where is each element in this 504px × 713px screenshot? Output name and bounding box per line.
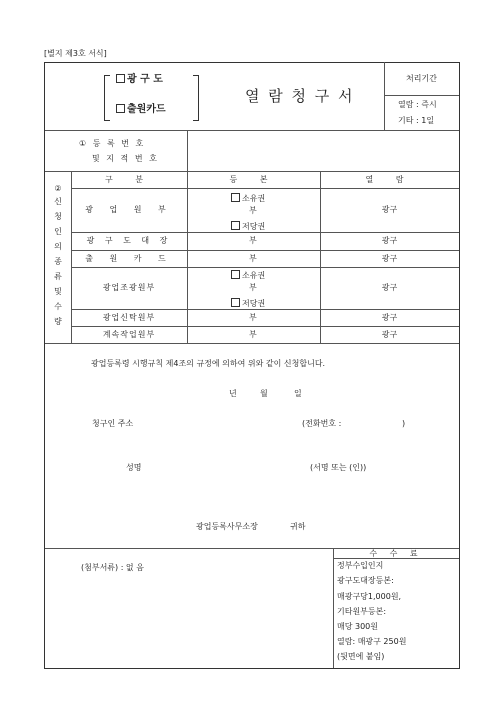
row-name-mining-lease-register: 광업조광원부 xyxy=(102,283,156,292)
copy-option-mortgage[interactable]: 저당권 xyxy=(231,298,265,308)
fee-line: 매광구당1,000원, xyxy=(337,592,402,601)
form-label: [별지 제3호 서식] xyxy=(44,49,107,58)
fee-line: 열람: 매광구 250원 xyxy=(337,637,407,646)
side-label-char: 종 xyxy=(54,257,62,266)
view-unit: 광구 xyxy=(381,236,398,245)
fee-line: 기타원부등본: xyxy=(337,607,387,616)
row-name-mining-trust-register: 광업신탁원부 xyxy=(102,313,156,322)
side-label-num: ② xyxy=(54,184,62,193)
fee-line: (뒷면에 붙임) xyxy=(337,652,385,661)
checkbox-icon[interactable] xyxy=(231,270,240,279)
registration-number-label: ① 등 록 번 호 xyxy=(79,139,146,148)
checkbox-icon[interactable] xyxy=(116,74,125,83)
checkbox-icon[interactable] xyxy=(116,104,125,113)
checkbox-icon[interactable] xyxy=(231,193,240,202)
copy-option-ownership[interactable]: 소유권 xyxy=(231,270,265,280)
view-unit: 광구 xyxy=(381,313,398,322)
phone-label: (전화번호 : xyxy=(302,419,342,428)
date-month-label: 월 xyxy=(260,389,268,398)
side-label-char: 청 xyxy=(54,212,62,221)
date-year-label: 년 xyxy=(229,389,237,398)
application-statement: 광업등록령 시행규칙 제4조의 규정에 의하여 위와 같이 신청합니다. xyxy=(91,359,326,368)
copy-count-unit: 부 xyxy=(249,254,257,263)
attachments-label: (첨부서류) : 없 음 xyxy=(81,563,144,572)
registration-number-field[interactable] xyxy=(188,131,458,170)
row-name-continued-work-register: 계속작업원부 xyxy=(102,330,156,339)
side-label-char: 인 xyxy=(54,227,62,236)
row-name-mining-register: 광 업 원 부 xyxy=(85,205,173,214)
fee-line: 매당 300원 xyxy=(337,622,378,631)
phone-close: ) xyxy=(402,419,406,428)
copy-count-unit: 부 xyxy=(249,206,257,215)
option-bracket-right xyxy=(193,75,199,121)
side-label-char: 량 xyxy=(54,317,62,326)
side-label-char: 및 xyxy=(54,287,62,296)
addressee-office: 광업등록사무소장 xyxy=(196,522,258,531)
copy-option-ownership[interactable]: 소유권 xyxy=(231,193,265,203)
fee-line: 광구도대장등본: xyxy=(337,576,394,585)
copy-count-unit: 부 xyxy=(249,313,257,322)
view-unit: 광구 xyxy=(381,205,398,214)
row-name-mining-map-ledger: 광 구 도 대 장 xyxy=(86,236,172,245)
checkbox-icon[interactable] xyxy=(231,298,240,307)
form-title: 열 람 청 구 서 xyxy=(245,87,355,105)
side-label-char: 신 xyxy=(54,197,62,206)
column-header-copy: 등 본 xyxy=(229,175,278,184)
side-label-char: 수 xyxy=(54,302,62,311)
applicant-address-field[interactable] xyxy=(150,416,290,430)
checkbox-icon[interactable] xyxy=(231,221,240,230)
column-header-view: 열 람 xyxy=(365,175,414,184)
processing-other: 기타 : 1일 xyxy=(398,116,435,125)
processing-view: 열람 : 즉시 xyxy=(398,100,437,109)
fee-title: 수 수 료 xyxy=(369,549,423,558)
option-bracket-left xyxy=(104,75,110,121)
applicant-name-field[interactable] xyxy=(150,460,290,474)
date-day-label: 일 xyxy=(294,389,302,398)
option-mining-map[interactable]: 광 구 도 xyxy=(116,74,163,85)
copy-option-mortgage[interactable]: 저당권 xyxy=(231,221,265,231)
fee-line: 정부수입인지 xyxy=(337,561,384,570)
phone-field[interactable] xyxy=(355,416,400,430)
applicant-address-label: 청구인 주소 xyxy=(92,419,134,428)
signature-label: (서명 또는 (인)) xyxy=(310,463,367,472)
view-unit: 광구 xyxy=(381,254,398,263)
addressee-honorific: 귀하 xyxy=(290,522,306,531)
side-label-char: 의 xyxy=(54,242,62,251)
processing-period-title: 처리기간 xyxy=(406,74,437,83)
cadastral-number-label: 및 지 적 번 호 xyxy=(92,154,159,163)
column-header-category: 구 분 xyxy=(105,175,153,184)
option-application-card[interactable]: 출원카드 xyxy=(116,104,166,115)
copy-count-unit: 부 xyxy=(249,330,257,339)
row-name-application-card: 출 원 카 드 xyxy=(85,254,173,263)
copy-count-unit: 부 xyxy=(249,283,257,292)
view-unit: 광구 xyxy=(381,283,398,292)
applicant-name-label: 성명 xyxy=(126,463,142,472)
view-unit: 광구 xyxy=(381,330,398,339)
copy-count-unit: 부 xyxy=(249,236,257,245)
side-label-char: 류 xyxy=(54,272,62,281)
